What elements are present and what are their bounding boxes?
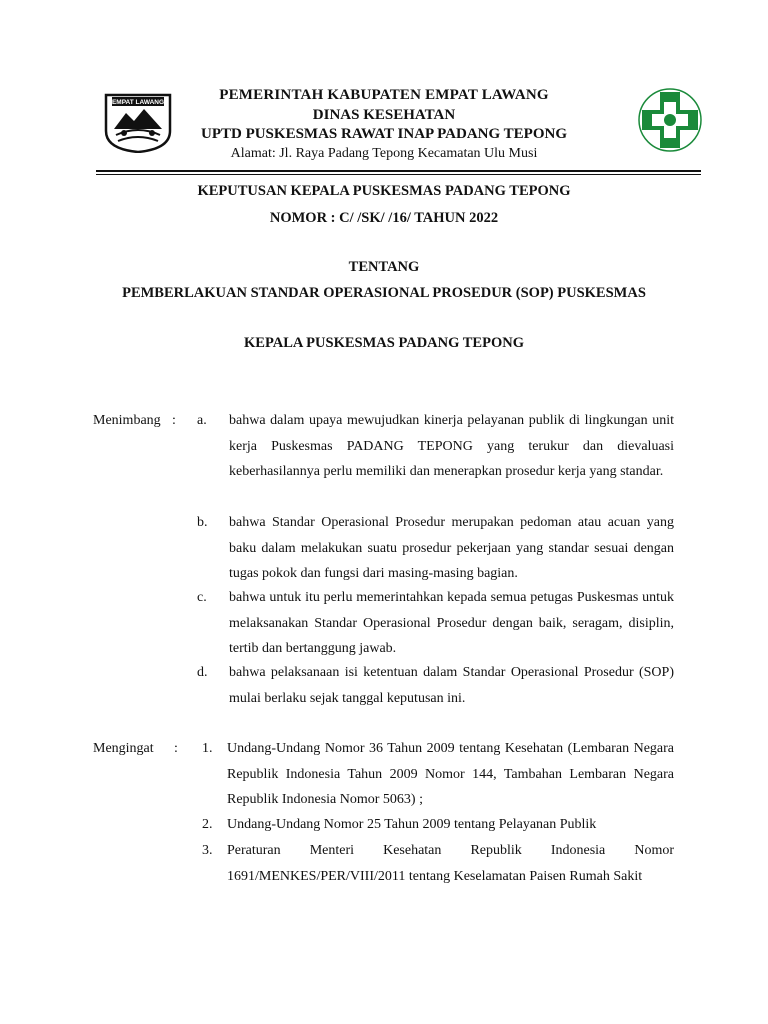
svg-text:EMPAT LAWANG: EMPAT LAWANG — [111, 99, 165, 106]
mengingat-item: Peraturan Menteri Kesehatan Republik Indonesia Nomor 1691/MENKES/PER/VIII/2011 tentang Keselamatan Paisen Rumah Sakit — [227, 843, 674, 884]
list-marker: 2. — [202, 817, 213, 832]
decree-number: NOMOR : C/ /SK/ /16/ TAHUN 2022 — [269, 210, 499, 226]
menimbang-label: Menimbang — [93, 413, 161, 428]
menimbang-item: bahwa untuk itu perlu memerintahkan kepada semua petugas Puskesmas untuk melaksanakan Standar Operasional Prosedur dengan baik, seragam, disiplin, tertib dan bertanggung jawab. — [229, 590, 674, 656]
decree-subject: PEMBERLAKUAN STANDAR OPERASIONAL PROSEDUR (SOP) PUSKESMAS — [122, 285, 646, 301]
mengingat-colon: : — [174, 741, 178, 756]
decree-title: KEPUTUSAN KEPALA PUSKESMAS PADANG TEPONG — [197, 183, 571, 199]
mengingat-item: Undang-Undang Nomor 36 Tahun 2009 tentang Kesehatan (Lembaran Negara Republik Indonesia Tahun 2009 Nomor 144, Tambahan Lembaran Negara Republik Indonesia Nomor 5063) ; — [227, 741, 674, 807]
mengingat-label: Mengingat — [93, 741, 154, 756]
issuer-heading: KEPALA PUSKESMAS PADANG TEPONG — [244, 335, 524, 351]
list-marker: c. — [197, 590, 207, 605]
mengingat-item: Undang-Undang Nomor 25 Tahun 2009 tentang Pelayanan Publik — [227, 817, 597, 832]
unit-heading: UPTD PUSKESMAS RAWAT INAP PADANG TEPONG — [200, 126, 567, 142]
address-line: Alamat: Jl. Raya Padang Tepong Kecamatan Ulu Musi — [230, 146, 538, 161]
header-divider-thin — [96, 174, 701, 175]
menimbang-item: bahwa dalam upaya mewujudkan kinerja pelayanan publik di lingkungan unit kerja Puskesmas PADANG TEPONG yang terukur dan dievaluasi keberhasilannya perlu memiliki dan menerapkan prosedur kerja yang standar. — [229, 413, 674, 479]
list-marker: a. — [197, 413, 207, 428]
menimbang-item: bahwa Standar Operasional Prosedur merupakan pedoman atau acuan yang baku dalam melakukan suatu prosedur pekerjaan yang standar sesuai dengan tugas pokok dan fungsi dari masing-masing bagian. — [229, 515, 674, 581]
header-divider-thick — [96, 170, 701, 172]
department-heading: DINAS KESEHATAN — [312, 107, 456, 123]
menimbang-colon: : — [172, 413, 176, 428]
list-marker: 1. — [202, 741, 213, 756]
government-heading: PEMERINTAH KABUPATEN EMPAT LAWANG — [219, 87, 549, 103]
menimbang-item: bahwa pelaksanaan isi ketentuan dalam Standar Operasional Prosedur (SOP) mulai berlaku sejak tanggal keputusan ini. — [229, 665, 674, 706]
list-marker: d. — [197, 665, 208, 680]
list-marker: b. — [197, 515, 208, 530]
list-marker: 3. — [202, 843, 213, 858]
about-heading: TENTANG — [348, 259, 420, 275]
